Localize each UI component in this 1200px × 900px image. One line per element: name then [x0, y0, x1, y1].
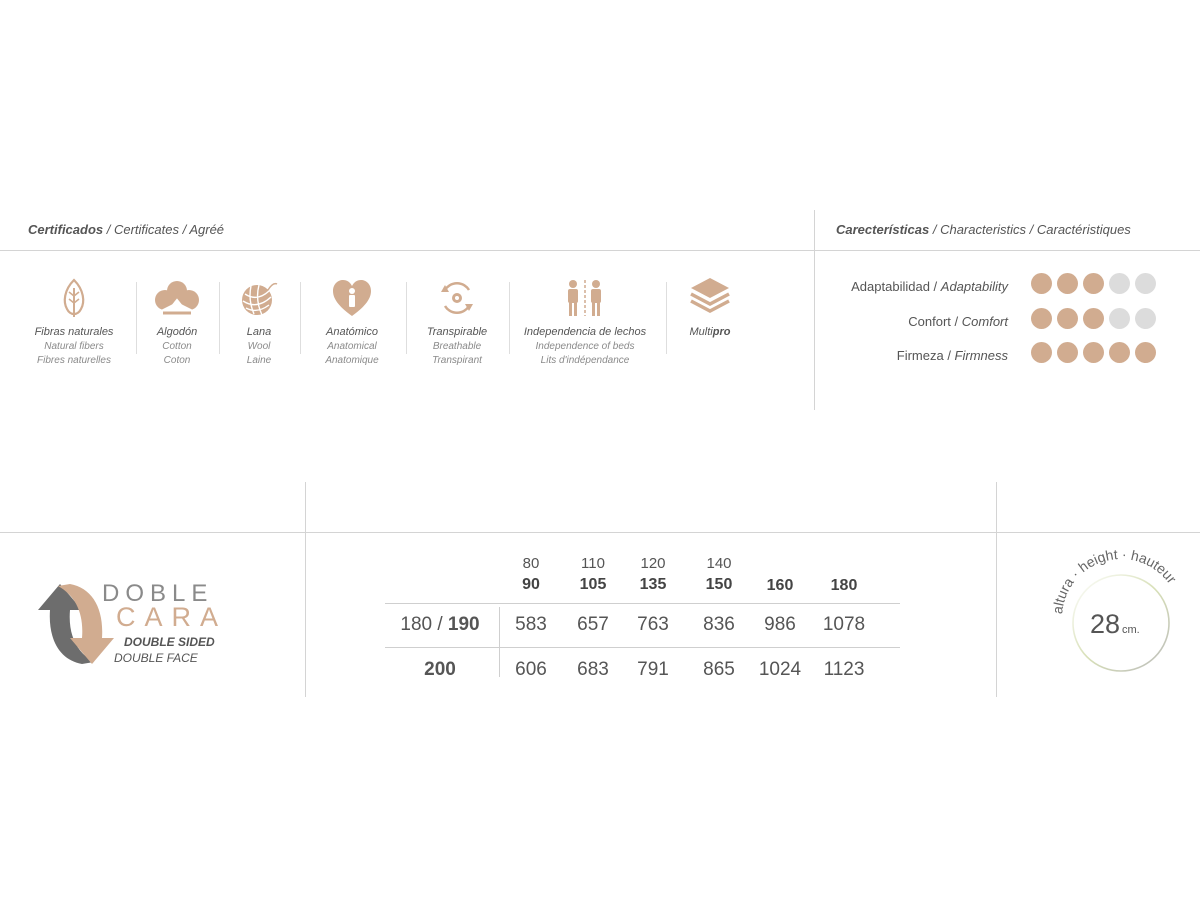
rating-dot-filled	[1083, 308, 1104, 329]
rating-dots	[1026, 273, 1156, 299]
rating-dot-filled	[1031, 273, 1052, 294]
cert-separator	[219, 282, 220, 354]
price-cell: 683	[577, 659, 609, 680]
rating-label-es: Adaptabilidad	[851, 278, 930, 294]
cert-label: Fibras naturales	[34, 326, 114, 338]
cert-label: Algodón	[156, 326, 198, 338]
rating-label: Confort / Comfort	[908, 313, 1008, 329]
table-row-length	[385, 659, 495, 681]
cert-label-fr: Laine	[246, 355, 272, 366]
certificates-title-rest: / Certificates / Agréé	[103, 222, 225, 237]
cert-breathable	[418, 270, 496, 366]
height-badge	[1048, 548, 1198, 698]
price-cell: 1123	[823, 659, 865, 680]
rating-dot-filled	[1057, 308, 1078, 329]
cert-label	[676, 326, 744, 338]
rating-dot-empty	[1109, 308, 1130, 329]
width-header: 90	[522, 576, 540, 593]
cert-label-fr: Coton	[163, 355, 191, 366]
rating-label-es: Firmeza	[896, 347, 944, 363]
width-alt-header: 120	[640, 555, 666, 572]
rating-label-en: Comfort	[961, 313, 1008, 329]
height-arc-label: altura · height · hauteur	[1049, 548, 1180, 615]
width-header: 135	[639, 576, 667, 593]
bottom-divider	[0, 532, 1200, 533]
price-cell: 986	[764, 614, 796, 635]
rating-dots	[1026, 342, 1156, 368]
price-cell: 763	[637, 614, 669, 635]
rating-dot-filled	[1031, 342, 1052, 363]
rating-row-adaptability	[851, 275, 1156, 297]
cert-label-en: Cotton	[162, 341, 192, 352]
width-alt-header: 140	[706, 555, 732, 572]
price-cell: 791	[637, 659, 669, 680]
bottom-separator-left	[305, 482, 306, 697]
table-row-length	[385, 614, 495, 636]
rating-row-comfort	[908, 310, 1156, 332]
rating-dot-empty	[1135, 308, 1156, 329]
cert-label-en: Natural fibers	[44, 341, 104, 352]
rating-row-firmness	[897, 344, 1156, 366]
double-sided-word1: DOBLE	[102, 580, 214, 607]
cert-separator	[666, 282, 667, 354]
certificates-title-bold: Certificados	[28, 222, 104, 237]
heart-person-icon	[331, 278, 373, 318]
rating-label: Firmeza / Firmness	[896, 347, 1008, 363]
double-sided-word2: CARA	[116, 602, 228, 632]
cert-independence	[520, 270, 650, 366]
price-cell: 657	[577, 614, 609, 635]
two-persons-icon	[563, 278, 607, 318]
cert-multipro	[676, 270, 744, 338]
cert-label-en: Independence of beds	[535, 341, 635, 352]
leaf-icon	[61, 278, 87, 318]
cert-separator	[300, 282, 301, 354]
cert-wool	[226, 270, 292, 366]
price-cell: 1078	[822, 614, 866, 635]
double-sided-en: DOUBLE SIDED	[124, 635, 215, 649]
rating-label-en: Firmness	[954, 347, 1008, 363]
top-divider	[0, 250, 1200, 251]
double-sided-logo	[30, 578, 290, 678]
table-row-divider	[385, 647, 900, 648]
height-value: 28	[1089, 609, 1121, 639]
cert-natural-fibers	[24, 270, 124, 366]
layers-icon	[689, 276, 731, 318]
width-header: 160	[766, 577, 794, 594]
rating-dot-filled	[1135, 342, 1156, 363]
cert-cotton	[142, 270, 212, 366]
rating-dots	[1026, 308, 1156, 334]
characteristics-title-bold: Carecterísticas	[836, 222, 930, 237]
length-a: 180 /	[400, 614, 448, 635]
rating-dot-filled	[1083, 273, 1104, 294]
price-cell: 1024	[758, 659, 802, 680]
cert-label: Lana	[246, 326, 272, 338]
cert-label-fr: Lits d'indépendance	[540, 355, 630, 366]
price-cell: 583	[515, 614, 547, 635]
price-cell: 865	[703, 659, 735, 680]
rating-dot-empty	[1135, 273, 1156, 294]
multipro-label-b: pro	[712, 326, 731, 338]
rating-dot-empty	[1109, 273, 1130, 294]
rating-dot-filled	[1057, 342, 1078, 363]
cotton-icon	[153, 278, 201, 318]
cert-separator	[406, 282, 407, 354]
cert-label-fr: Transpirant	[432, 355, 482, 366]
cert-label-en: Anatomical	[327, 341, 377, 352]
height-ring	[1073, 575, 1169, 671]
rating-dot-filled	[1031, 308, 1052, 329]
width-header: 105	[579, 576, 607, 593]
price-cell: 836	[703, 614, 735, 635]
cert-label: Transpirable	[426, 326, 488, 338]
certificates-heading	[28, 222, 224, 237]
breathable-arrows-icon	[437, 278, 477, 318]
width-alt-header: 80	[522, 555, 540, 572]
wool-ball-icon	[240, 278, 278, 318]
table-row-divider	[385, 603, 900, 604]
characteristics-heading	[836, 222, 1131, 237]
height-unit: cm.	[1122, 624, 1140, 636]
rating-dot-filled	[1109, 342, 1130, 363]
double-sided-fr: DOUBLE FACE	[114, 651, 198, 665]
width-header: 180	[830, 577, 858, 594]
table-column-divider	[499, 607, 500, 677]
top-section-separator	[814, 210, 815, 410]
cert-label-en: Breathable	[432, 341, 482, 352]
cert-label: Independencia de lechos	[523, 326, 647, 338]
cert-separator	[136, 282, 137, 354]
rating-dot-filled	[1083, 342, 1104, 363]
multipro-label-a: Multi	[689, 326, 713, 338]
cert-label-fr: Fibres naturelles	[37, 355, 111, 366]
length-b: 200	[424, 659, 456, 680]
width-alt-header: 110	[581, 555, 605, 572]
rating-label: Adaptabilidad / Adaptability	[851, 278, 1008, 294]
cert-label-en: Wool	[247, 341, 271, 352]
width-header: 150	[705, 576, 733, 593]
cert-label: Anatómico	[326, 326, 378, 338]
characteristics-title-rest: / Characteristics / Caractéristiques	[929, 222, 1131, 237]
price-cell: 606	[515, 659, 547, 680]
length-b: 190	[447, 614, 480, 635]
cert-anatomical	[312, 270, 392, 366]
bottom-separator-right	[996, 482, 997, 697]
cert-separator	[509, 282, 510, 354]
cert-label-fr: Anatomique	[325, 355, 379, 366]
rating-label-en: Adaptability	[940, 278, 1008, 294]
rating-label-es: Confort	[908, 313, 951, 329]
rating-dot-filled	[1057, 273, 1078, 294]
